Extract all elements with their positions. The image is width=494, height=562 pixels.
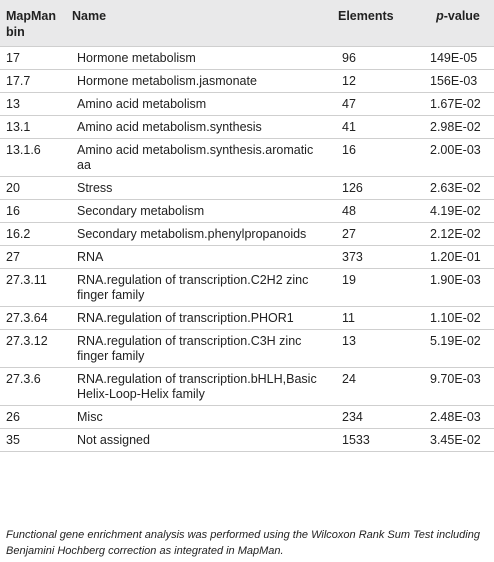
header-p-suffix: -value xyxy=(443,9,480,23)
cell-name: Amino acid metabolism xyxy=(66,92,332,115)
header-elements: Elements xyxy=(332,0,422,46)
table-row xyxy=(0,115,494,138)
cell-p-value: 1.90E-03 xyxy=(422,268,494,306)
cell-bin: 17.7 xyxy=(0,69,66,92)
table-row xyxy=(0,69,494,92)
cell-p-value: 5.19E-02 xyxy=(422,329,494,367)
cell-bin: 27.3.12 xyxy=(0,329,66,367)
cell-p-value: 2.00E-03 xyxy=(422,138,494,176)
table-row xyxy=(0,268,494,306)
cell-bin: 13.1.6 xyxy=(0,138,66,176)
cell-p-value: 1.67E-02 xyxy=(422,92,494,115)
table-row xyxy=(0,405,494,428)
cell-p-value: 2.48E-03 xyxy=(422,405,494,428)
cell-name: RNA.regulation of transcription.C2H2 zinc finger family xyxy=(66,268,332,306)
cell-name: Stress xyxy=(66,176,332,199)
cell-elements: 27 xyxy=(332,222,422,245)
cell-name: Hormone metabolism xyxy=(66,46,332,69)
header-name: Name xyxy=(66,0,332,46)
cell-name: Misc xyxy=(66,405,332,428)
table-row xyxy=(0,176,494,199)
cell-elements: 47 xyxy=(332,92,422,115)
cell-elements: 96 xyxy=(332,46,422,69)
cell-bin: 27.3.64 xyxy=(0,306,66,329)
cell-name: RNA.regulation of transcription.C3H zinc finger family xyxy=(66,329,332,367)
header-p-value xyxy=(422,0,494,46)
table-row xyxy=(0,222,494,245)
cell-name: RNA.regulation of transcription.PHOR1 xyxy=(66,306,332,329)
cell-bin: 16.2 xyxy=(0,222,66,245)
cell-p-value: 2.63E-02 xyxy=(422,176,494,199)
cell-bin: 16 xyxy=(0,199,66,222)
cell-name: Amino acid metabolism.synthesis.aromatic aa xyxy=(66,138,332,176)
cell-elements: 373 xyxy=(332,245,422,268)
cell-p-value: 3.45E-02 xyxy=(422,428,494,451)
table-row xyxy=(0,138,494,176)
cell-elements: 1533 xyxy=(332,428,422,451)
cell-name: RNA xyxy=(66,245,332,268)
cell-elements: 48 xyxy=(332,199,422,222)
cell-elements: 12 xyxy=(332,69,422,92)
cell-bin: 17 xyxy=(0,46,66,69)
cell-bin: 27.3.6 xyxy=(0,367,66,405)
cell-p-value: 2.98E-02 xyxy=(422,115,494,138)
header-row xyxy=(0,0,494,46)
cell-elements: 41 xyxy=(332,115,422,138)
cell-elements: 234 xyxy=(332,405,422,428)
cell-bin: 26 xyxy=(0,405,66,428)
cell-p-value: 1.10E-02 xyxy=(422,306,494,329)
cell-p-value: 1.20E-01 xyxy=(422,245,494,268)
table-footnote: Functional gene enrichment analysis was performed using the Wilcoxon Rank Sum Test including Benjamini Hochberg correction as integrated in MapMan. xyxy=(6,529,480,557)
cell-p-value: 9.70E-03 xyxy=(422,367,494,405)
cell-name: Amino acid metabolism.synthesis xyxy=(66,115,332,138)
table-row xyxy=(0,329,494,367)
cell-p-value: 149E-05 xyxy=(422,46,494,69)
cell-name: Secondary metabolism.phenylpropanoids xyxy=(66,222,332,245)
cell-elements: 126 xyxy=(332,176,422,199)
table-row xyxy=(0,245,494,268)
cell-p-value: 4.19E-02 xyxy=(422,199,494,222)
table-row xyxy=(0,367,494,405)
cell-p-value: 156E-03 xyxy=(422,69,494,92)
cell-bin: 20 xyxy=(0,176,66,199)
cell-name: Hormone metabolism.jasmonate xyxy=(66,69,332,92)
cell-bin: 13.1 xyxy=(0,115,66,138)
cell-elements: 16 xyxy=(332,138,422,176)
cell-bin: 35 xyxy=(0,428,66,451)
table-row xyxy=(0,46,494,69)
header-p-italic: p xyxy=(436,9,444,23)
header-mapman-bin: MapMan bin xyxy=(0,0,66,46)
cell-elements: 11 xyxy=(332,306,422,329)
cell-name: RNA.regulation of transcription.bHLH,Basic Helix-Loop-Helix family xyxy=(66,367,332,405)
cell-p-value: 2.12E-02 xyxy=(422,222,494,245)
table-row xyxy=(0,92,494,115)
table-header xyxy=(0,0,494,46)
table-row xyxy=(0,199,494,222)
cell-elements: 13 xyxy=(332,329,422,367)
cell-bin: 13 xyxy=(0,92,66,115)
cell-bin: 27.3.11 xyxy=(0,268,66,306)
cell-name: Not assigned xyxy=(66,428,332,451)
table-row xyxy=(0,428,494,451)
cell-name: Secondary metabolism xyxy=(66,199,332,222)
cell-bin: 27 xyxy=(0,245,66,268)
table-row xyxy=(0,306,494,329)
cell-elements: 24 xyxy=(332,367,422,405)
table-body xyxy=(0,46,494,451)
cell-elements: 19 xyxy=(332,268,422,306)
